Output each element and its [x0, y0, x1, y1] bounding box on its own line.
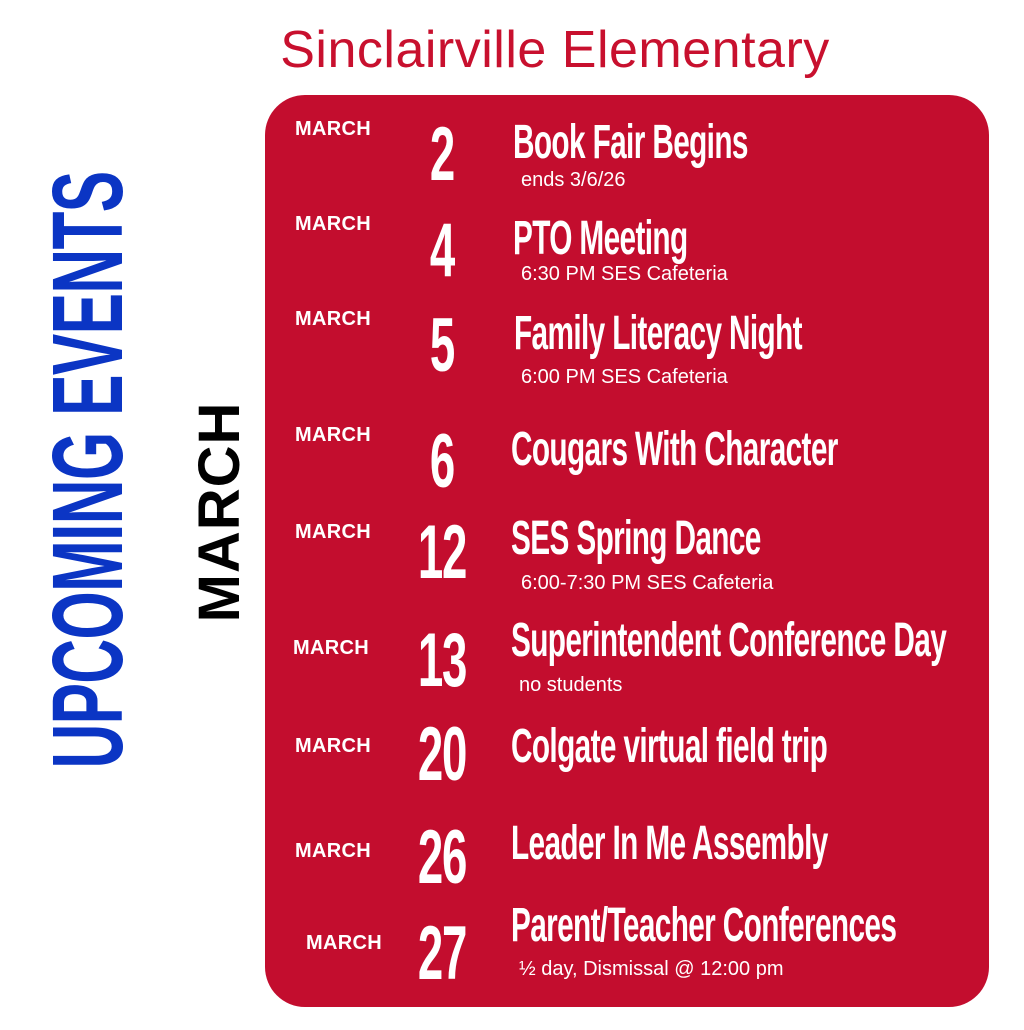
events-card: [265, 95, 989, 1007]
event-title: Cougars With Character: [511, 423, 838, 476]
event-month: MARCH: [295, 521, 371, 543]
event-detail: ends 3/6/26: [521, 169, 626, 191]
event-detail: 6:00 PM SES Cafeteria: [521, 366, 728, 388]
event-detail: no students: [519, 674, 623, 696]
event-detail: 6:00-7:30 PM SES Cafeteria: [521, 572, 774, 594]
event-detail: ½ day, Dismissal @ 12:00 pm: [519, 958, 784, 980]
event-title: Parent/Teacher Conferences: [511, 899, 897, 952]
event-month: MARCH: [295, 840, 371, 862]
event-row: [265, 510, 989, 619]
event-row: [265, 303, 989, 406]
event-day: 13: [417, 618, 467, 703]
event-month: MARCH: [295, 118, 371, 140]
event-row: [265, 419, 989, 522]
event-title: SES Spring Dance: [511, 512, 761, 565]
month-heading: MARCH: [187, 401, 252, 623]
event-month: MARCH: [293, 637, 369, 659]
event-day: 27: [417, 911, 467, 996]
event-day: 12: [417, 510, 467, 595]
event-month: MARCH: [295, 424, 371, 446]
event-detail: 6:30 PM SES Cafeteria: [521, 263, 728, 285]
event-month: MARCH: [295, 308, 371, 330]
event-day: 6: [429, 419, 455, 504]
event-month: MARCH: [306, 932, 382, 954]
event-title: Colgate virtual field trip: [511, 720, 828, 773]
event-month: MARCH: [295, 735, 371, 757]
event-row: [265, 899, 989, 1030]
school-title: Sinclairville Elementary: [280, 21, 830, 79]
event-day: 20: [417, 712, 467, 797]
event-day: 2: [429, 112, 455, 197]
event-row: [265, 112, 989, 215]
event-title: Book Fair Begins: [513, 116, 748, 169]
upcoming-events-heading: UPCOMING EVENTS: [32, 171, 144, 769]
event-row: [265, 208, 989, 311]
event-day: 4: [429, 208, 455, 293]
event-title: Leader In Me Assembly: [511, 817, 828, 870]
event-title: PTO Meeting: [513, 212, 688, 265]
event-title: Superintendent Conference Day: [511, 614, 947, 667]
event-day: 26: [417, 815, 467, 900]
event-month: MARCH: [295, 213, 371, 235]
event-title: Family Literacy Night: [514, 307, 802, 360]
event-day: 5: [429, 303, 455, 388]
